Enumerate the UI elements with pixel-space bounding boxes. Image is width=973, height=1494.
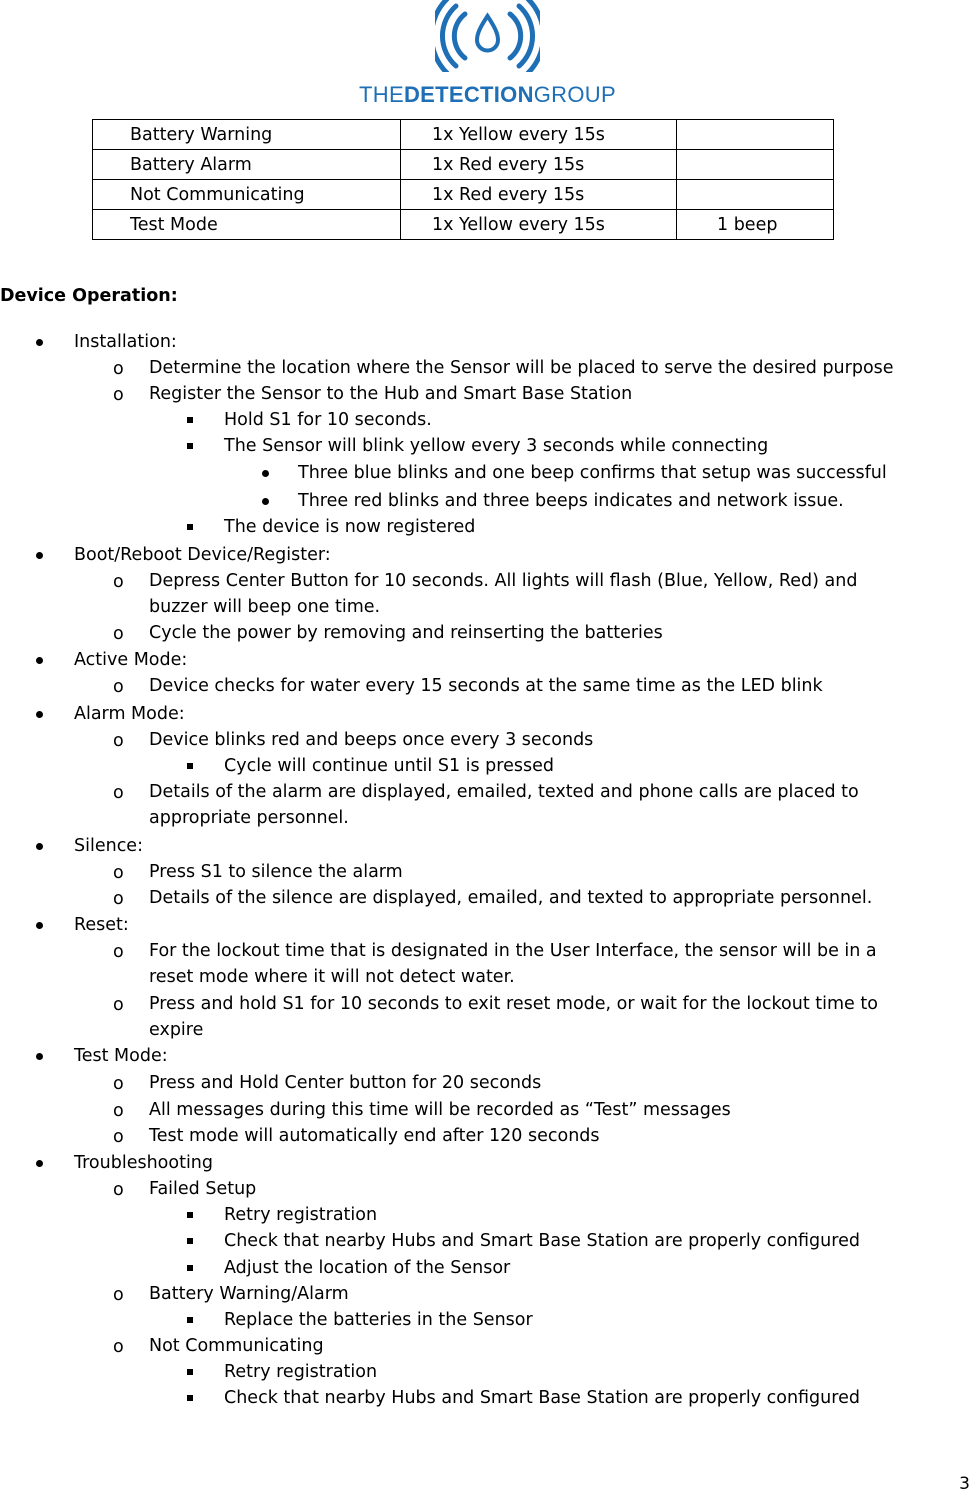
list-item: For the lockout time that is designated in the User Interface, the sensor will be in a	[149, 941, 877, 961]
led-cell: 1x Red every 15s	[401, 180, 677, 210]
table-row	[93, 120, 834, 150]
circle-bullet-icon: o	[113, 1285, 124, 1305]
table-row	[93, 180, 834, 210]
list-item: Retry registration	[224, 1205, 378, 1225]
table-row	[93, 210, 834, 240]
bullet-icon	[36, 711, 43, 718]
square-bullet-icon	[187, 1317, 193, 1323]
square-bullet-icon	[187, 1238, 193, 1244]
list-item: appropriate personnel.	[149, 808, 349, 828]
square-bullet-icon	[187, 524, 193, 530]
circle-bullet-icon: o	[113, 624, 124, 644]
list-item: Cycle the power by removing and reinserting the batteries	[149, 623, 663, 643]
list-item: Installation:	[74, 332, 177, 352]
list-item: Press S1 to silence the alarm	[149, 862, 403, 882]
list-item: Battery Warning/Alarm	[149, 1284, 349, 1304]
circle-bullet-icon: o	[113, 385, 124, 405]
list-item: Check that nearby Hubs and Smart Base Station are properly configured	[224, 1231, 860, 1251]
list-item: reset mode where it will not detect water.	[149, 967, 515, 987]
led-cell: 1x Red every 15s	[401, 150, 677, 180]
circle-bullet-icon: o	[113, 1127, 124, 1147]
list-item: Alarm Mode:	[74, 704, 185, 724]
list-item: Test Mode:	[74, 1046, 168, 1066]
list-item: Three red blinks and three beeps indicates and network issue.	[298, 491, 844, 511]
circle-bullet-icon: o	[113, 1101, 124, 1121]
square-bullet-icon	[187, 1369, 193, 1375]
list-item: Troubleshooting	[74, 1153, 214, 1173]
list-item: Boot/Reboot Device/Register:	[74, 545, 331, 565]
list-item: expire	[149, 1020, 204, 1040]
circle-bullet-icon: o	[113, 783, 124, 803]
circle-bullet-icon: o	[113, 942, 124, 962]
list-item: Failed Setup	[149, 1179, 257, 1199]
list-item: Details of the silence are displayed, emailed, and texted to appropriate personnel.	[149, 888, 873, 908]
list-item: Details of the alarm are displayed, emailed, texted and phone calls are placed to	[149, 782, 859, 802]
list-item: Retry registration	[224, 1362, 378, 1382]
list-item: Three blue blinks and one beep confirms that setup was successful	[298, 463, 887, 483]
list-item: Depress Center Button for 10 seconds. All lights will flash (Blue, Yellow, Red) and	[149, 571, 858, 591]
circle-bullet-icon: o	[113, 1180, 124, 1200]
circle-bullet-icon: o	[113, 359, 124, 379]
list-item: Test mode will automatically end after 120 seconds	[149, 1126, 600, 1146]
list-item: Check that nearby Hubs and Smart Base Station are properly configured	[224, 1388, 860, 1408]
circle-bullet-icon: o	[113, 1337, 124, 1357]
status-cell: Not Communicating	[93, 180, 401, 210]
circle-bullet-icon: o	[113, 1074, 124, 1094]
bullet-icon	[36, 843, 43, 850]
list-item: Device blinks red and beeps once every 3 seconds	[149, 730, 594, 750]
section-heading: Device Operation:	[0, 286, 178, 306]
logo	[340, 0, 635, 110]
list-item: Press and Hold Center button for 20 seconds	[149, 1073, 542, 1093]
list-item: The Sensor will blink yellow every 3 seconds while connecting	[224, 436, 769, 456]
sound-cell	[677, 180, 834, 210]
sound-cell	[677, 150, 834, 180]
bullet-icon	[36, 922, 43, 929]
list-item: Replace the batteries in the Sensor	[224, 1310, 533, 1330]
circle-bullet-icon: o	[113, 677, 124, 697]
bullet-icon	[36, 339, 43, 346]
list-item: Silence:	[74, 836, 143, 856]
list-item: Determine the location where the Sensor will be placed to serve the desired purpose	[149, 358, 894, 378]
status-cell: Battery Alarm	[93, 150, 401, 180]
circle-bullet-icon: o	[113, 572, 124, 592]
sound-cell	[677, 120, 834, 150]
square-bullet-icon	[187, 417, 193, 423]
bullet-icon	[36, 1160, 43, 1167]
list-item: Cycle will continue until S1 is pressed	[224, 756, 554, 776]
led-cell: 1x Yellow every 15s	[401, 210, 677, 240]
list-item: All messages during this time will be recorded as “Test” messages	[149, 1100, 731, 1120]
list-item: Not Communicating	[149, 1336, 324, 1356]
status-table	[92, 119, 834, 240]
list-item: buzzer will beep one time.	[149, 597, 381, 617]
circle-bullet-icon: o	[113, 731, 124, 751]
square-bullet-icon	[187, 1395, 193, 1401]
bullet-icon	[36, 657, 43, 664]
list-item: Reset:	[74, 915, 129, 935]
circle-bullet-icon: o	[113, 889, 124, 909]
list-item: Adjust the location of the Sensor	[224, 1258, 511, 1278]
table-row	[93, 150, 834, 180]
square-bullet-icon	[187, 763, 193, 769]
square-bullet-icon	[187, 443, 193, 449]
list-item: Hold S1 for 10 seconds.	[224, 410, 432, 430]
bullet-icon	[262, 498, 269, 505]
list-item: Device checks for water every 15 seconds at the same time as the LED blink	[149, 676, 823, 696]
bullet-icon	[36, 552, 43, 559]
led-cell: 1x Yellow every 15s	[401, 120, 677, 150]
square-bullet-icon	[187, 1212, 193, 1218]
list-item: Press and hold S1 for 10 seconds to exit reset mode, or wait for the lockout time to	[149, 994, 878, 1014]
square-bullet-icon	[187, 1265, 193, 1271]
list-item: The device is now registered	[224, 517, 476, 537]
page-number: 3	[959, 1474, 970, 1494]
circle-bullet-icon: o	[113, 863, 124, 883]
water-signal-icon	[435, 0, 540, 72]
status-cell: Battery Warning	[93, 120, 401, 150]
status-cell: Test Mode	[93, 210, 401, 240]
bullet-icon	[262, 470, 269, 477]
sound-cell: 1 beep	[677, 210, 834, 240]
brand-wordmark: THEDETECTIONGROUP	[359, 82, 616, 107]
list-item: Active Mode:	[74, 650, 188, 670]
list-item: Register the Sensor to the Hub and Smart Base Station	[149, 384, 633, 404]
circle-bullet-icon: o	[113, 995, 124, 1015]
bullet-icon	[36, 1053, 43, 1060]
